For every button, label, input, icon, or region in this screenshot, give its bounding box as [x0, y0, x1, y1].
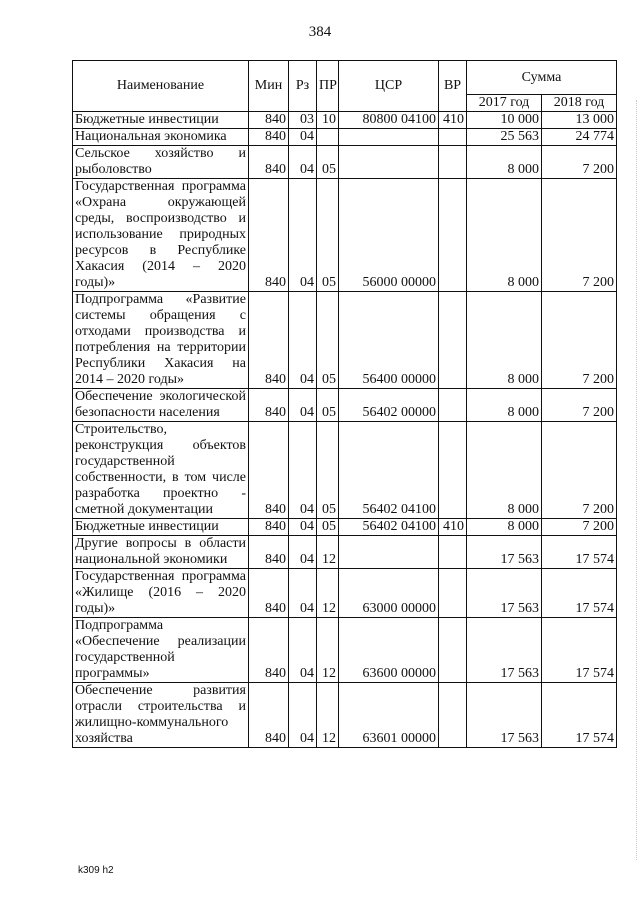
header-row [73, 61, 617, 95]
header-sum: Сумма [467, 61, 617, 95]
cell-pr: 10 [317, 112, 339, 129]
cell-rz: 04 [289, 389, 317, 422]
cell-min: 840 [249, 618, 289, 683]
cell-min: 840 [249, 389, 289, 422]
cell-min: 840 [249, 112, 289, 129]
cell-2018: 7 200 [542, 519, 617, 536]
table-row [73, 389, 617, 422]
cell-min: 840 [249, 569, 289, 618]
cell-vr [439, 179, 467, 292]
cell-pr: 05 [317, 519, 339, 536]
table-row [73, 422, 617, 519]
cell-rz: 04 [289, 683, 317, 748]
cell-2018: 7 200 [542, 422, 617, 519]
cell-csr: 56402 00000 [339, 389, 439, 422]
cell-rz: 04 [289, 519, 317, 536]
cell-name: Сельское хозяйство и рыболовство [73, 146, 249, 179]
cell-min: 840 [249, 536, 289, 569]
cell-min: 840 [249, 422, 289, 519]
cell-pr: 05 [317, 146, 339, 179]
cell-pr: 05 [317, 422, 339, 519]
cell-min: 840 [249, 129, 289, 146]
cell-pr [317, 129, 339, 146]
cell-2017: 8 000 [467, 292, 542, 389]
table-row [73, 519, 617, 536]
cell-csr: 56400 00000 [339, 292, 439, 389]
cell-min: 840 [249, 146, 289, 179]
cell-rz: 04 [289, 618, 317, 683]
cell-vr [439, 129, 467, 146]
table-row [73, 292, 617, 389]
table-row [73, 146, 617, 179]
cell-csr [339, 129, 439, 146]
cell-csr: 56000 00000 [339, 179, 439, 292]
header-pr: ПР [317, 61, 339, 112]
cell-2017: 8 000 [467, 146, 542, 179]
cell-pr: 12 [317, 536, 339, 569]
cell-min: 840 [249, 179, 289, 292]
cell-name: Подпрограмма «Развитие системы обращения с отходами производства и потребления на территории Республики Хакасия на 2014 – 2020 годы» [73, 292, 249, 389]
cell-2017: 25 563 [467, 129, 542, 146]
budget-table [72, 60, 617, 748]
cell-2017: 8 000 [467, 389, 542, 422]
cell-vr [439, 389, 467, 422]
cell-csr: 56402 04100 [339, 519, 439, 536]
cell-pr: 05 [317, 389, 339, 422]
cell-pr: 05 [317, 179, 339, 292]
page-number: 384 [308, 24, 332, 40]
cell-name: Обеспечение развития отрасли строительства и жилищно-коммунального хозяйства [73, 683, 249, 748]
cell-2018: 17 574 [542, 536, 617, 569]
cell-2017: 10 000 [467, 112, 542, 129]
cell-2018: 7 200 [542, 146, 617, 179]
cell-vr [439, 292, 467, 389]
cell-rz: 04 [289, 146, 317, 179]
cell-min: 840 [249, 683, 289, 748]
cell-vr: 410 [439, 519, 467, 536]
table-row [73, 112, 617, 129]
cell-2018: 7 200 [542, 179, 617, 292]
cell-name: Подпрограмма «Обеспечение реализации государственной программы» [73, 618, 249, 683]
cell-name: Государственная программа «Охрана окружающей среды, воспроизводство и использование природных ресурсов в Республике Хакасия (2014 – 2020 годы)» [73, 179, 249, 292]
cell-min: 840 [249, 519, 289, 536]
cell-csr [339, 146, 439, 179]
cell-min: 840 [249, 292, 289, 389]
header-rz: Рз [289, 61, 317, 112]
cell-name: Строительство, реконструкция объектов государственной собственности, в том числе разработка проектно - сметной документации [73, 422, 249, 519]
cell-name: Бюджетные инвестиции [73, 519, 249, 536]
table-row [73, 569, 617, 618]
table-row [73, 129, 617, 146]
cell-csr: 56402 04100 [339, 422, 439, 519]
cell-name: Бюджетные инвестиции [73, 112, 249, 129]
cell-csr [339, 536, 439, 569]
cell-vr [439, 683, 467, 748]
header-min: Мин [249, 61, 289, 112]
cell-rz: 04 [289, 536, 317, 569]
cell-2017: 8 000 [467, 422, 542, 519]
header-year-2018: 2018 год [542, 95, 617, 112]
cell-vr [439, 569, 467, 618]
cell-2018: 17 574 [542, 683, 617, 748]
cell-2017: 17 563 [467, 569, 542, 618]
cell-name: Другие вопросы в области национальной экономики [73, 536, 249, 569]
cell-rz: 03 [289, 112, 317, 129]
header-year-2017: 2017 год [467, 95, 542, 112]
cell-rz: 04 [289, 292, 317, 389]
cell-vr [439, 618, 467, 683]
cell-rz: 04 [289, 569, 317, 618]
cell-csr: 63601 00000 [339, 683, 439, 748]
cell-2017: 17 563 [467, 536, 542, 569]
header-name: Наименование [73, 61, 249, 112]
cell-2018: 17 574 [542, 618, 617, 683]
header-vr: ВР [439, 61, 467, 112]
table-row [73, 618, 617, 683]
cell-2018: 17 574 [542, 569, 617, 618]
cell-vr [439, 536, 467, 569]
cell-pr: 12 [317, 569, 339, 618]
cell-rz: 04 [289, 422, 317, 519]
cell-2018: 7 200 [542, 389, 617, 422]
cell-vr [439, 146, 467, 179]
cell-name: Обеспечение экологической безопасности населения [73, 389, 249, 422]
cell-csr: 63000 00000 [339, 569, 439, 618]
cell-vr [439, 422, 467, 519]
footer-code: k309 h2 [78, 865, 114, 876]
header-csr: ЦСР [339, 61, 439, 112]
cell-name: Национальная экономика [73, 129, 249, 146]
cell-2018: 7 200 [542, 292, 617, 389]
cell-name: Государственная программа «Жилище (2016 – 2020 годы)» [73, 569, 249, 618]
cell-2017: 8 000 [467, 519, 542, 536]
cell-csr: 63600 00000 [339, 618, 439, 683]
edge-marks [636, 100, 639, 860]
cell-vr: 410 [439, 112, 467, 129]
table-row [73, 179, 617, 292]
cell-pr: 05 [317, 292, 339, 389]
cell-pr: 12 [317, 618, 339, 683]
cell-rz: 04 [289, 129, 317, 146]
cell-pr: 12 [317, 683, 339, 748]
cell-2017: 8 000 [467, 179, 542, 292]
cell-2017: 17 563 [467, 683, 542, 748]
cell-csr: 80800 04100 [339, 112, 439, 129]
cell-2018: 13 000 [542, 112, 617, 129]
table-row [73, 683, 617, 748]
cell-2018: 24 774 [542, 129, 617, 146]
table-row [73, 536, 617, 569]
cell-rz: 04 [289, 179, 317, 292]
cell-2017: 17 563 [467, 618, 542, 683]
